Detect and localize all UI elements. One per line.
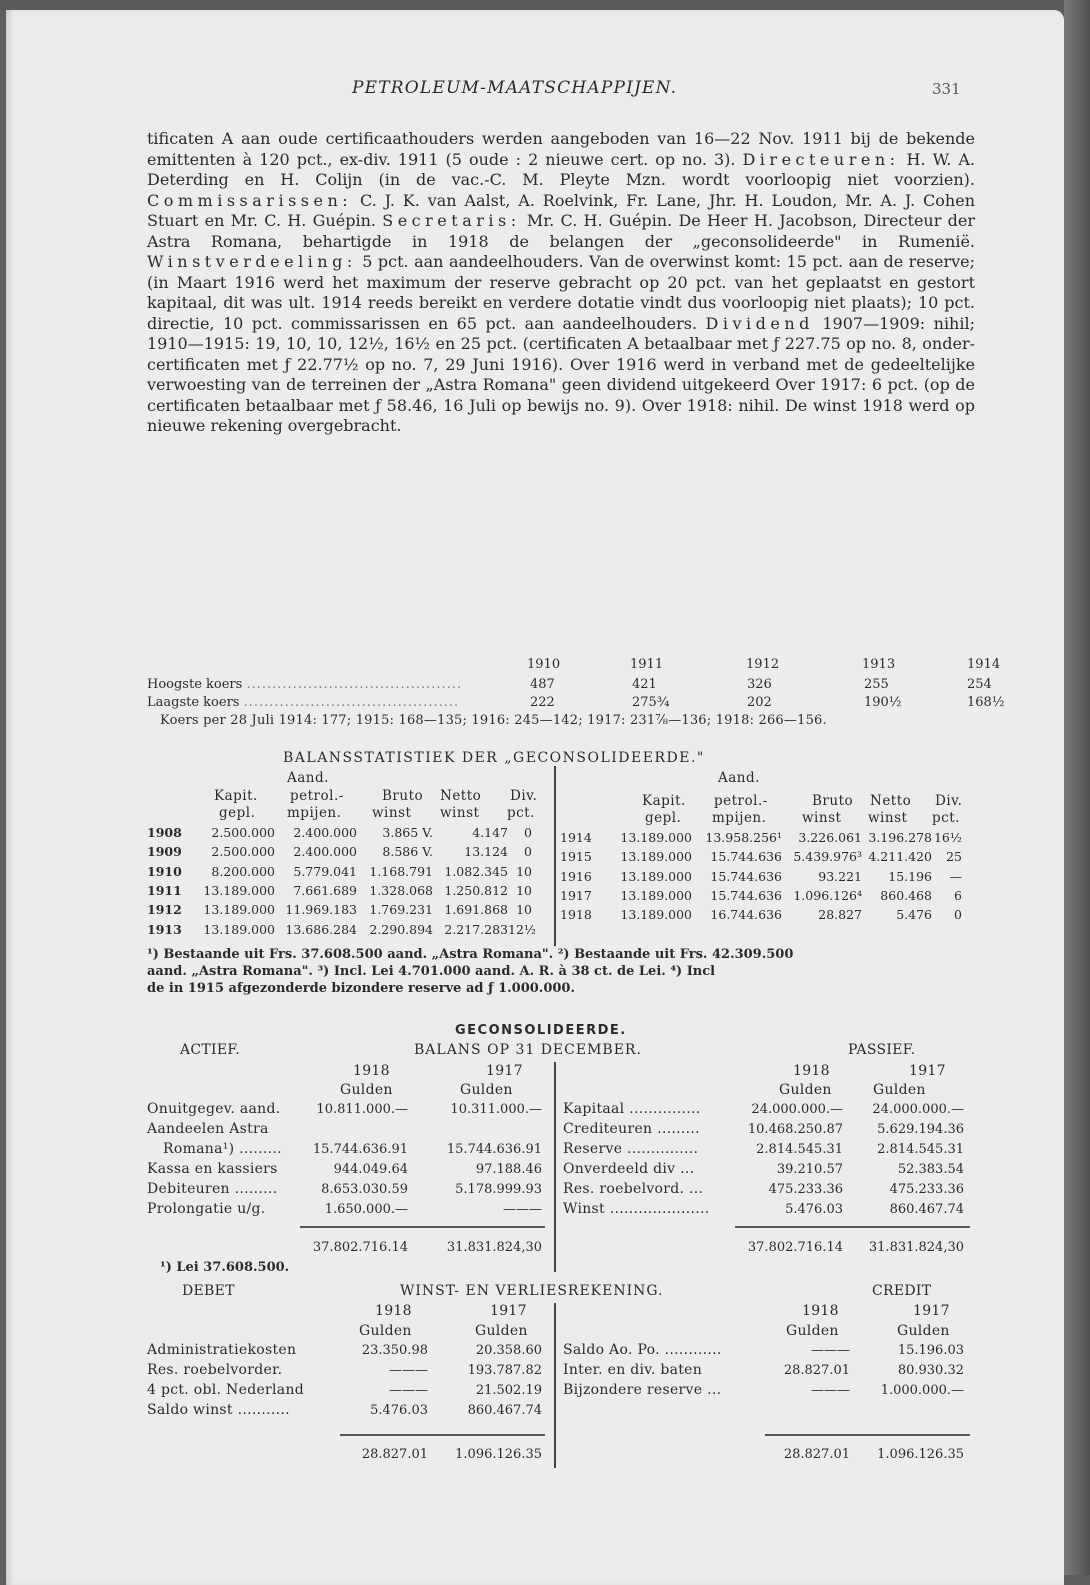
netto-value: 4.147 [472, 825, 508, 840]
total-rule [340, 1434, 545, 1436]
koers-value: 487 [530, 677, 555, 692]
passief-item-label: Winst ..................... [563, 1201, 710, 1217]
year-header: 1917 [490, 1303, 527, 1319]
netto-value: 1.691.868 [444, 902, 508, 918]
credit-label: CREDIT [872, 1283, 932, 1299]
div-value: 0 [954, 907, 962, 923]
netto-value: 15.196 [888, 868, 932, 884]
debet-total-1918: 28.827.01 [361, 1447, 428, 1462]
unit-header: Gulden [779, 1082, 832, 1098]
actief-value-1918: 8.653.030.59 [321, 1182, 408, 1197]
dividend-label: Dividend [705, 313, 814, 333]
col-header: pct. [507, 805, 535, 821]
footnote-line: ¹) Bestaande uit Frs. 37.608.500 aand. „Astra Romana". ²) Bestaande uit Frs. 42.309.500 [147, 947, 794, 962]
year-header: 1914 [967, 657, 1001, 672]
debet-value-1918: ——— [389, 1383, 428, 1398]
winst-verlies-title: WINST- EN VERLIESREKENING. [400, 1283, 664, 1299]
col-header: winst [440, 805, 480, 821]
koers-note: Koers per 28 Juli 1914: 177; 1915: 168—135; 1916: 245—142; 1917: 231⅞—136; 1918: 266—156. [160, 713, 827, 728]
debet-value-1918: 5.476.03 [370, 1403, 428, 1418]
koers-value: 255 [864, 677, 889, 692]
col-header: winst [802, 810, 842, 826]
passief-value-1918: 39.210.57 [776, 1162, 843, 1177]
passief-total-1917: 31.831.824,30 [868, 1240, 964, 1255]
div-value: 10 [516, 863, 532, 879]
koers-value: 202 [747, 695, 772, 710]
aand-value: 2.400.000 [293, 844, 357, 860]
aand-value: 5.779.041 [293, 863, 357, 879]
col-header: petrol.- [290, 788, 344, 804]
debet-item-label: 4 pct. obl. Nederland [147, 1382, 305, 1398]
year-header: 1917 [909, 1063, 946, 1079]
credit-item-label: Inter. en div. baten [563, 1362, 703, 1378]
div-value: — [949, 868, 962, 884]
netto-value: 3.196.278 [868, 830, 932, 845]
actief-value-1917: 97.188.46 [475, 1162, 542, 1177]
bruto-value: 2.290.894 [369, 921, 433, 937]
kapit-value: 13.189.000 [203, 921, 275, 937]
secretaris-label: Secretaris: [382, 211, 521, 230]
total-rule [735, 1226, 970, 1228]
netto-value: 1.250.812 [444, 882, 508, 898]
kapit-value: 13.189.000 [620, 907, 692, 923]
koers-value: 275¾ [632, 695, 670, 710]
actief-value-1918: 944.049.64 [333, 1162, 408, 1177]
total-rule [765, 1434, 970, 1436]
body-text-segment: Mr. C. H. Guépin. De Heer H. Jacobson, Directeur der Astra Romana, behartigde in 1918 de belangen der „geconsolideerde" in Rumenië. [147, 211, 976, 251]
credit-value-1917: 15.196.03 [897, 1343, 964, 1358]
bruto-value: 28.827 [818, 907, 862, 923]
credit-value-1918: ——— [811, 1383, 850, 1398]
col-header: petrol.- [714, 793, 768, 809]
actief-value-1918: 15.744.636.91 [312, 1142, 408, 1157]
company-heading: GECONSOLIDEERDE. [455, 1023, 627, 1038]
actief-total-1918: 37.802.716.14 [312, 1240, 408, 1255]
unit-header: Gulden [359, 1323, 412, 1339]
div-value: 10 [516, 902, 532, 918]
directeuren-label: Directeuren: [742, 149, 900, 169]
col-header: Bruto [812, 793, 854, 809]
row-year: 1913 [147, 921, 182, 937]
year-header: 1910 [527, 657, 561, 672]
bruto-value: 1.328.068 [369, 882, 433, 898]
credit-value-1917: 1.000.000.— [880, 1383, 964, 1398]
netto-value: 1.082.345 [444, 863, 508, 879]
credit-item-label: Saldo Ao. Po. ............ [563, 1342, 722, 1358]
passief-value-1918: 2.814.545.31 [756, 1142, 843, 1157]
div-value: 25 [946, 849, 962, 865]
credit-total-1917: 1.096.126.35 [877, 1447, 964, 1462]
scan-right-edge [1064, 0, 1090, 1575]
winstverdeeling-label: Winstverdeeling: [147, 252, 357, 271]
actief-label: ACTIEF. [180, 1042, 240, 1058]
netto-value: 13.124 [464, 844, 508, 860]
kapit-value: 13.189.000 [203, 882, 275, 898]
balans-title: BALANS OP 31 DECEMBER. [414, 1042, 642, 1058]
year-header: 1917 [913, 1303, 950, 1319]
page-number: 331 [932, 80, 961, 98]
bruto-value: 5.439.976³ [793, 849, 862, 865]
aand-value: 13.958.256¹ [705, 830, 782, 845]
bruto-value: 3.865 V. [382, 825, 433, 840]
col-header: Kapit. [214, 788, 258, 804]
col-header: Netto [870, 793, 912, 809]
aand-value: 16.744.636 [710, 907, 782, 923]
leader-dots: .......................................... [243, 695, 460, 710]
column-divider [554, 1062, 556, 1272]
passief-value-1917: 475.233.36 [889, 1182, 964, 1197]
column-divider [554, 1303, 556, 1468]
aand-value: 15.744.636 [710, 887, 782, 903]
koers-value: 254 [967, 677, 992, 692]
column-divider [554, 766, 556, 946]
kapit-value: 2.500.000 [211, 844, 275, 860]
debet-value-1917: 20.358.60 [475, 1343, 542, 1358]
year-header: 1912 [746, 657, 780, 672]
credit-item-label: Bijzondere reserve ... [563, 1382, 722, 1398]
debet-total-1917: 1.096.126.35 [455, 1447, 542, 1462]
debet-item-label: Administratiekosten [147, 1342, 297, 1358]
passief-total-1918: 37.802.716.14 [747, 1240, 843, 1255]
col-header: Div. [510, 788, 538, 804]
aand-value: 15.744.636 [710, 849, 782, 865]
balansstatistiek-title: BALANSSTATISTIEK DER „GECONSOLIDEERDE." [283, 750, 705, 766]
body-text-segment: 1907—1909: nihil; 1910—1915: 19, 10, 10, 12½, 16½ en 25 pct. (certificaten A betaalbaar met ƒ 227.75 op no. 8, onder-certificaten met ƒ 22.77½ op no. 7, 29 Juni 1916). Over 1916 werd in verband met de gedeeltelijke verwoesting van de terreinen der „Astra Romana" geen dividend uitgekeerd Over 1917: 6 pct. (op de certificaten betaalbaar met ƒ 58.46, 16 Juli op bewijs no. 9). Over 1918: nihil. De winst 1918 werd op nieuwe rekening overgebracht. [147, 313, 975, 435]
col-header: Aand. [718, 770, 760, 786]
year-header: 1911 [630, 657, 664, 672]
passief-value-1917: 860.467.74 [889, 1202, 964, 1217]
commissarissen-label: Commissarissen: [147, 190, 353, 210]
passief-item-label: Reserve ............... [563, 1141, 699, 1157]
col-header: Div. [935, 793, 963, 809]
col-header: Kapit. [642, 793, 686, 809]
aand-value: 2.400.000 [293, 825, 357, 840]
credit-total-1918: 28.827.01 [783, 1447, 850, 1462]
kapit-value: 13.189.000 [620, 887, 692, 903]
unit-header: Gulden [897, 1323, 950, 1339]
koers-value: 190½ [864, 695, 902, 710]
koers-value: 168½ [967, 695, 1005, 710]
unit-header: Gulden [786, 1323, 839, 1339]
credit-value-1917: 80.930.32 [897, 1363, 964, 1378]
passief-value-1918: 24.000.000.— [751, 1102, 843, 1117]
aand-value: 11.969.183 [285, 902, 357, 918]
col-header: pct. [932, 810, 960, 826]
col-header: winst [372, 805, 412, 821]
actief-value-1918: 1.650.000.— [324, 1202, 408, 1217]
row-year: 1917 [560, 887, 592, 903]
aand-value: 15.744.636 [710, 868, 782, 884]
row-year: 1910 [147, 863, 182, 879]
col-header: Bruto [382, 788, 424, 804]
body-paragraph [147, 129, 975, 437]
div-value: 6 [954, 887, 962, 903]
div-value: 0 [524, 844, 532, 860]
netto-value: 5.476 [896, 907, 932, 923]
netto-value: 2.217.283 [444, 921, 508, 937]
col-header: gepl. [219, 805, 256, 821]
body-text-segment: tificaten A aan oude certificaathouders werden aangeboden van 16—22 Nov. 1911 bij de bekende emittenten à 120 pct., ex-div. 1911 (5 oude : 2 nieuwe cert. op no. 3). [147, 129, 975, 169]
col-header: gepl. [645, 810, 682, 826]
actief-item-label: Prolongatie u/g. [147, 1201, 266, 1217]
debet-value-1918: ——— [389, 1363, 428, 1378]
kapit-value: 13.189.000 [203, 902, 275, 918]
koers-value: 326 [747, 677, 772, 692]
actief-value-1917: ——— [503, 1202, 542, 1217]
row-year: 1911 [147, 882, 182, 898]
passief-value-1918: 10.468.250.87 [747, 1122, 843, 1137]
div-value: 16½ [933, 830, 962, 845]
debet-value-1917: 21.502.19 [475, 1383, 542, 1398]
year-header: 1918 [793, 1063, 830, 1079]
passief-value-1917: 2.814.545.31 [877, 1142, 964, 1157]
leader-dots: .......................................... [246, 677, 463, 692]
unit-header: Gulden [460, 1082, 513, 1098]
actief-value-1917: 15.744.636.91 [446, 1142, 542, 1157]
total-rule [300, 1226, 545, 1228]
passief-value-1918: 475.233.36 [768, 1182, 843, 1197]
footnote-line: de in 1915 afgezonderde bizondere reserve ad ƒ 1.000.000. [147, 981, 575, 996]
unit-header: Gulden [340, 1082, 393, 1098]
debet-item-label: Saldo winst ........... [147, 1402, 290, 1418]
balans-footnote: ¹) Lei 37.608.500. [160, 1260, 290, 1275]
netto-value: 4.211.420 [868, 849, 932, 865]
credit-value-1918: 28.827.01 [783, 1363, 850, 1378]
body-text-segment: H. W. A. Deterding en H. Colijn (in de vac.-C. M. Pleyte Mzn. wordt voorloopig niet voorzien). [147, 149, 975, 189]
body-text-segment: 5 pct. aan aandeelhouders. Van de overwinst komt: 15 pct. aan de reserve; (in Maart 1916 werd het maximum der reserve gebracht op 20 pct. van het geplaatst en gestort kapitaal, dit was ult. 1914 reeds bereikt en verdere dotatie vindt dus voorloopig niet plaats); 10 pct. directie, 10 pct. commissarissen en 65 pct. aan aandeelhouders. [147, 252, 975, 333]
row-year: 1916 [560, 868, 592, 884]
year-header: 1918 [353, 1063, 390, 1079]
row-year: 1912 [147, 902, 182, 918]
bruto-value: 8.586 V. [382, 844, 433, 860]
row-year: 1908 [147, 825, 182, 840]
aand-value: 7.661.689 [293, 882, 357, 898]
row-year: 1918 [560, 907, 592, 923]
kapit-value: 2.500.000 [211, 825, 275, 840]
kapit-value: 13.189.000 [620, 830, 692, 845]
debet-item-label: Res. roebelvorder. [147, 1362, 283, 1378]
credit-value-1918: ——— [811, 1343, 850, 1358]
netto-value: 860.468 [880, 887, 932, 903]
year-header: 1918 [375, 1303, 412, 1319]
kapit-value: 13.189.000 [620, 849, 692, 865]
year-header: 1917 [486, 1063, 523, 1079]
bruto-value: 1.769.231 [369, 902, 433, 918]
bruto-value: 3.226.061 [798, 830, 862, 845]
body-text-segment: C. J. K. van Aalst, A. Roelvink, Fr. Lane, Jhr. H. Loudon, Mr. A. J. Cohen Stuart en Mr. C. H. Guépin. [147, 190, 975, 230]
bruto-value: 1.096.126⁴ [793, 887, 862, 903]
year-header: 1913 [862, 657, 896, 672]
actief-item-label: Kassa en kassiers [147, 1161, 278, 1177]
koers-value: 222 [530, 695, 555, 710]
passief-item-label: Res. roebelvord. ... [563, 1181, 704, 1197]
actief-item-label: Onuitgegev. aand. [147, 1101, 281, 1117]
debet-label: DEBET [182, 1283, 235, 1299]
row-label: Laagste koers [147, 695, 240, 710]
passief-label: PASSIEF. [848, 1042, 916, 1058]
year-header: 1918 [802, 1303, 839, 1319]
passief-value-1918: 5.476.03 [785, 1202, 843, 1217]
debet-value-1918: 23.350.98 [361, 1343, 428, 1358]
passief-item-label: Kapitaal ............... [563, 1101, 701, 1117]
actief-value-1917: 5.178.999.93 [455, 1182, 542, 1197]
col-header: Aand. [287, 770, 329, 786]
passief-item-label: Onverdeeld div ... [563, 1161, 695, 1177]
div-value: 0 [524, 825, 532, 840]
koers-value: 421 [632, 677, 657, 692]
actief-item-label: Debiteuren ......... [147, 1181, 278, 1197]
actief-value-1918: 10.811.000.— [316, 1102, 408, 1117]
footnote-line: aand. „Astra Romana". ³) Incl. Lei 4.701.000 aand. A. R. à 38 ct. de Lei. ⁴) Incl [147, 964, 716, 979]
unit-header: Gulden [475, 1323, 528, 1339]
div-value: 10 [516, 882, 532, 898]
kapit-value: 8.200.000 [211, 863, 275, 879]
actief-item-label: Aandeelen Astra [147, 1121, 269, 1137]
scan-top-edge [0, 0, 1090, 10]
debet-value-1917: 860.467.74 [467, 1403, 542, 1418]
aand-value: 13.686.284 [285, 921, 357, 937]
row-label: Hoogste koers [147, 677, 243, 692]
actief-total-1917: 31.831.824,30 [446, 1240, 542, 1255]
passief-item-label: Crediteuren ......... [563, 1121, 700, 1137]
col-header: mpijen. [287, 805, 342, 821]
passief-value-1917: 24.000.000.— [872, 1102, 964, 1117]
passief-value-1917: 5.629.194.36 [877, 1122, 964, 1137]
actief-value-1917: 10.311.000.— [450, 1102, 542, 1117]
running-head: PETROLEUM-MAATSCHAPPIJEN. [352, 78, 678, 98]
row-year: 1914 [560, 830, 592, 845]
col-header: mpijen. [712, 810, 767, 826]
debet-value-1917: 193.787.82 [467, 1363, 542, 1378]
bruto-value: 93.221 [818, 868, 862, 884]
unit-header: Gulden [873, 1082, 926, 1098]
passief-value-1917: 52.383.54 [897, 1162, 964, 1177]
div-value: 12½ [508, 921, 537, 937]
kapit-value: 13.189.000 [620, 868, 692, 884]
row-year: 1915 [560, 849, 592, 865]
col-header: winst [868, 810, 908, 826]
col-header: Netto [440, 788, 482, 804]
row-year: 1909 [147, 844, 182, 860]
actief-item-label: Romana¹) ......... [163, 1141, 282, 1157]
bruto-value: 1.168.791 [369, 863, 433, 879]
